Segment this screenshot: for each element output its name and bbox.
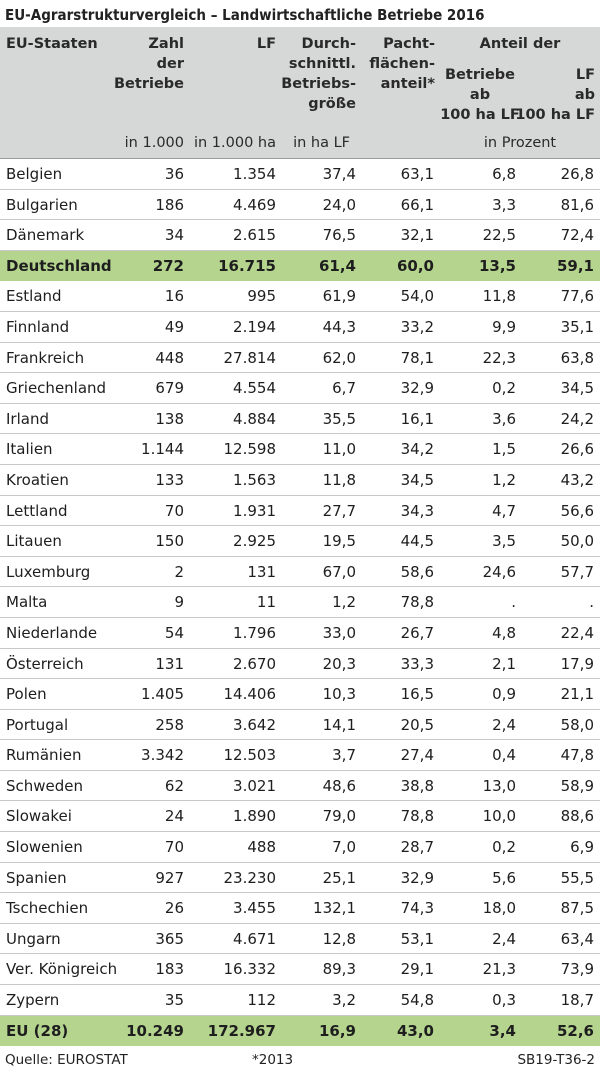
cell-groesse: 67,0 bbox=[322, 562, 356, 581]
cell-groesse: 19,5 bbox=[322, 532, 356, 551]
cell-groesse: 3,7 bbox=[332, 746, 356, 765]
cell-pacht: 78,8 bbox=[400, 807, 434, 826]
table-body bbox=[0, 159, 600, 1046]
table-row bbox=[0, 404, 600, 435]
cell-anteil-betriebe: 2,1 bbox=[492, 654, 516, 673]
cell-lf: 4.469 bbox=[233, 195, 276, 214]
table-row bbox=[0, 557, 600, 588]
cell-groesse: 12,8 bbox=[322, 929, 356, 948]
cell-betriebe: 26 bbox=[164, 899, 184, 918]
header-anteil-lf: LF ab 100 ha LF bbox=[515, 67, 595, 123]
cell-betriebe: 679 bbox=[155, 379, 184, 398]
cell-anteil-lf: 56,6 bbox=[560, 501, 594, 520]
table-row bbox=[0, 159, 600, 190]
cell-anteil-betriebe: 21,3 bbox=[482, 960, 516, 979]
cell-pacht: 60,0 bbox=[396, 256, 434, 275]
unit-groesse: in ha LF bbox=[293, 135, 350, 151]
cell-groesse: 14,1 bbox=[322, 715, 356, 734]
cell-anteil-lf: 57,7 bbox=[560, 562, 594, 581]
cell-country: Tschechien bbox=[6, 899, 89, 918]
cell-anteil-lf: 26,8 bbox=[560, 165, 594, 183]
cell-groesse: 24,0 bbox=[322, 195, 356, 214]
cell-anteil-lf: 6,9 bbox=[570, 838, 594, 857]
cell-lf: 488 bbox=[247, 838, 276, 857]
cell-anteil-betriebe: 3,3 bbox=[492, 195, 516, 214]
header-anteil: Anteil der bbox=[479, 36, 561, 52]
cell-groesse: 3,2 bbox=[332, 991, 356, 1010]
cell-betriebe: 54 bbox=[164, 623, 184, 642]
table-row bbox=[0, 220, 600, 251]
cell-lf: 1.354 bbox=[233, 165, 276, 183]
cell-anteil-betriebe: 2,4 bbox=[492, 929, 516, 948]
cell-country: Dänemark bbox=[6, 226, 85, 245]
cell-groesse: 62,0 bbox=[322, 348, 356, 367]
table-row bbox=[0, 251, 600, 282]
cell-country: Schweden bbox=[6, 776, 84, 795]
cell-pacht: 78,8 bbox=[400, 593, 434, 612]
cell-anteil-lf: 21,1 bbox=[560, 685, 594, 704]
cell-betriebe: 9 bbox=[174, 593, 184, 612]
cell-groesse: 6,7 bbox=[332, 379, 356, 398]
cell-lf: 4.671 bbox=[233, 929, 276, 948]
cell-country: Österreich bbox=[6, 654, 84, 673]
cell-pacht: 34,5 bbox=[400, 470, 434, 489]
cell-country: Polen bbox=[6, 685, 47, 704]
cell-anteil-betriebe: 4,7 bbox=[492, 501, 516, 520]
cell-lf: 16.715 bbox=[218, 256, 276, 275]
cell-country: Belgien bbox=[6, 165, 63, 183]
cell-country: Litauen bbox=[6, 532, 62, 551]
cell-lf: 11 bbox=[256, 593, 276, 612]
cell-pacht: 43,0 bbox=[396, 1021, 434, 1040]
cell-lf: 3.021 bbox=[233, 776, 276, 795]
cell-anteil-betriebe: 0,2 bbox=[492, 838, 516, 857]
cell-lf: 4.884 bbox=[233, 409, 276, 428]
cell-anteil-betriebe: 3,4 bbox=[489, 1021, 516, 1040]
cell-lf: 16.332 bbox=[223, 960, 276, 979]
cell-pacht: 54,8 bbox=[400, 991, 434, 1010]
table-row bbox=[0, 893, 600, 924]
cell-betriebe: 258 bbox=[155, 715, 184, 734]
cell-groesse: 10,3 bbox=[322, 685, 356, 704]
cell-betriebe: 138 bbox=[155, 409, 184, 428]
cell-country: Griechenland bbox=[6, 379, 107, 398]
cell-betriebe: 10.249 bbox=[126, 1021, 184, 1040]
cell-anteil-lf: 88,6 bbox=[560, 807, 594, 826]
cell-anteil-betriebe: 10,0 bbox=[482, 807, 516, 826]
cell-anteil-lf: 55,5 bbox=[560, 868, 594, 887]
cell-lf: 2.615 bbox=[233, 226, 276, 245]
cell-anteil-betriebe: 22,3 bbox=[482, 348, 516, 367]
cell-betriebe: 35 bbox=[164, 991, 184, 1010]
cell-country: Zypern bbox=[6, 991, 60, 1010]
table-row bbox=[0, 190, 600, 221]
cell-lf: 2.670 bbox=[233, 654, 276, 673]
cell-anteil-betriebe: 0,3 bbox=[492, 991, 516, 1010]
cell-anteil-betriebe: 18,0 bbox=[482, 899, 516, 918]
cell-country: Lettland bbox=[6, 501, 68, 520]
cell-anteil-lf: . bbox=[589, 593, 594, 612]
source-note: Quelle: EUROSTAT bbox=[5, 1052, 128, 1068]
cell-groesse: 7,0 bbox=[332, 838, 356, 857]
cell-betriebe: 70 bbox=[164, 501, 184, 520]
table-row bbox=[0, 801, 600, 832]
cell-pacht: 20,5 bbox=[400, 715, 434, 734]
cell-country: Deutschland bbox=[6, 256, 112, 275]
cell-groesse: 11,0 bbox=[322, 440, 356, 459]
cell-lf: 172.967 bbox=[207, 1021, 276, 1040]
cell-pacht: 53,1 bbox=[400, 929, 434, 948]
cell-anteil-betriebe: 3,5 bbox=[492, 532, 516, 551]
cell-anteil-betriebe: 0,2 bbox=[492, 379, 516, 398]
table-row bbox=[0, 281, 600, 312]
cell-country: Slowenien bbox=[6, 838, 83, 857]
cell-groesse: 16,9 bbox=[318, 1021, 356, 1040]
cell-betriebe: 150 bbox=[155, 532, 184, 551]
cell-lf: 1.890 bbox=[233, 807, 276, 826]
table-row bbox=[0, 312, 600, 343]
cell-anteil-lf: 59,1 bbox=[556, 256, 594, 275]
cell-anteil-lf: 87,5 bbox=[560, 899, 594, 918]
cell-pacht: 27,4 bbox=[400, 746, 434, 765]
cell-lf: 14.406 bbox=[223, 685, 276, 704]
cell-pacht: 26,7 bbox=[400, 623, 434, 642]
table-row bbox=[0, 863, 600, 894]
cell-lf: 1.563 bbox=[233, 470, 276, 489]
cell-anteil-lf: 58,9 bbox=[560, 776, 594, 795]
table-row bbox=[0, 1016, 600, 1047]
cell-lf: 131 bbox=[247, 562, 276, 581]
cell-groesse: 37,4 bbox=[322, 165, 356, 183]
cell-country: Spanien bbox=[6, 868, 67, 887]
cell-lf: 112 bbox=[247, 991, 276, 1010]
cell-betriebe: 272 bbox=[152, 256, 184, 275]
cell-anteil-betriebe: 5,6 bbox=[492, 868, 516, 887]
unit-betriebe: in 1.000 bbox=[124, 135, 184, 151]
cell-anteil-lf: 17,9 bbox=[560, 654, 594, 673]
cell-anteil-betriebe: 2,4 bbox=[492, 715, 516, 734]
cell-anteil-lf: 52,6 bbox=[556, 1021, 594, 1040]
cell-country: Estland bbox=[6, 287, 62, 306]
cell-groesse: 44,3 bbox=[322, 317, 356, 336]
cell-country: Portugal bbox=[6, 715, 69, 734]
cell-anteil-betriebe: 22,5 bbox=[482, 226, 516, 245]
cell-groesse: 35,5 bbox=[322, 409, 356, 428]
header-betriebe: Zahl der Betriebe bbox=[114, 36, 184, 92]
cell-groesse: 132,1 bbox=[313, 899, 356, 918]
cell-pacht: 34,2 bbox=[400, 440, 434, 459]
cell-lf: 27.814 bbox=[223, 348, 276, 367]
cell-anteil-lf: 77,6 bbox=[560, 287, 594, 306]
cell-betriebe: 131 bbox=[155, 654, 184, 673]
cell-betriebe: 2 bbox=[174, 562, 184, 581]
cell-anteil-lf: 72,4 bbox=[560, 226, 594, 245]
cell-country: Niederlande bbox=[6, 623, 98, 642]
cell-lf: 2.194 bbox=[233, 317, 276, 336]
cell-betriebe: 183 bbox=[155, 960, 184, 979]
cell-anteil-lf: 35,1 bbox=[560, 317, 594, 336]
cell-betriebe: 16 bbox=[164, 287, 184, 306]
cell-country: Italien bbox=[6, 440, 53, 459]
table-row bbox=[0, 587, 600, 618]
cell-pacht: 63,1 bbox=[400, 165, 434, 183]
table-row bbox=[0, 985, 600, 1016]
cell-groesse: 27,7 bbox=[322, 501, 356, 520]
cell-groesse: 25,1 bbox=[322, 868, 356, 887]
cell-pacht: 58,6 bbox=[400, 562, 434, 581]
cell-anteil-lf: 34,5 bbox=[560, 379, 594, 398]
cell-groesse: 61,4 bbox=[318, 256, 356, 275]
cell-betriebe: 49 bbox=[164, 317, 184, 336]
table-row bbox=[0, 526, 600, 557]
cell-lf: 12.598 bbox=[223, 440, 276, 459]
cell-betriebe: 24 bbox=[164, 807, 184, 826]
cell-anteil-betriebe: 3,6 bbox=[492, 409, 516, 428]
table-row bbox=[0, 740, 600, 771]
cell-pacht: 74,3 bbox=[400, 899, 434, 918]
cell-country: Kroatien bbox=[6, 470, 69, 489]
cell-pacht: 78,1 bbox=[400, 348, 434, 367]
header-country: EU-Staaten bbox=[6, 36, 98, 52]
cell-country: EU (28) bbox=[6, 1021, 69, 1040]
cell-pacht: 28,7 bbox=[400, 838, 434, 857]
header-pacht: Pacht- flächen- anteil* bbox=[369, 36, 435, 92]
cell-anteil-betriebe: 1,5 bbox=[492, 440, 516, 459]
cell-pacht: 54,0 bbox=[400, 287, 434, 306]
table-code: SB19-T36-2 bbox=[517, 1052, 595, 1068]
cell-country: Finnland bbox=[6, 317, 70, 336]
cell-anteil-lf: 50,0 bbox=[560, 532, 594, 551]
cell-groesse: 1,2 bbox=[332, 593, 356, 612]
cell-pacht: 32,9 bbox=[400, 379, 434, 398]
cell-groesse: 20,3 bbox=[322, 654, 356, 673]
table-row bbox=[0, 710, 600, 741]
cell-anteil-lf: 26,6 bbox=[560, 440, 594, 459]
header-anteil-betriebe: Betriebe ab 100 ha LF bbox=[440, 67, 520, 123]
cell-country: Malta bbox=[6, 593, 48, 612]
cell-anteil-betriebe: 0,9 bbox=[492, 685, 516, 704]
cell-betriebe: 34 bbox=[164, 226, 184, 245]
cell-groesse: 76,5 bbox=[322, 226, 356, 245]
cell-lf: 3.455 bbox=[233, 899, 276, 918]
cell-betriebe: 70 bbox=[164, 838, 184, 857]
table-row bbox=[0, 434, 600, 465]
cell-lf: 995 bbox=[247, 287, 276, 306]
cell-anteil-betriebe: 13,5 bbox=[478, 256, 516, 275]
header-lf: LF bbox=[256, 36, 276, 52]
cell-pacht: 34,3 bbox=[400, 501, 434, 520]
cell-pacht: 16,5 bbox=[400, 685, 434, 704]
cell-anteil-lf: 81,6 bbox=[560, 195, 594, 214]
cell-betriebe: 1.405 bbox=[141, 685, 184, 704]
cell-lf: 2.925 bbox=[233, 532, 276, 551]
table-title: EU-Agrarstrukturvergleich – Landwirtschaftliche Betriebe 2016 bbox=[5, 6, 485, 24]
cell-country: Ungarn bbox=[6, 929, 61, 948]
cell-anteil-lf: 18,7 bbox=[560, 991, 594, 1010]
table-row bbox=[0, 924, 600, 955]
cell-anteil-lf: 24,2 bbox=[560, 409, 594, 428]
cell-country: Ver. Königreich bbox=[6, 960, 118, 979]
cell-anteil-lf: 47,8 bbox=[560, 746, 594, 765]
cell-anteil-lf: 22,4 bbox=[560, 623, 594, 642]
cell-lf: 1.796 bbox=[233, 623, 276, 642]
cell-country: Rumänien bbox=[6, 746, 82, 765]
cell-lf: 23.230 bbox=[223, 868, 276, 887]
cell-lf: 4.554 bbox=[233, 379, 276, 398]
cell-betriebe: 927 bbox=[155, 868, 184, 887]
cell-pacht: 44,5 bbox=[400, 532, 434, 551]
cell-betriebe: 1.144 bbox=[141, 440, 184, 459]
cell-groesse: 11,8 bbox=[322, 470, 356, 489]
cell-country: Slowakei bbox=[6, 807, 72, 826]
cell-country: Luxemburg bbox=[6, 562, 91, 581]
table-row bbox=[0, 343, 600, 374]
table-row bbox=[0, 496, 600, 527]
cell-anteil-lf: 63,8 bbox=[560, 348, 594, 367]
unit-prozent: in Prozent bbox=[483, 135, 557, 151]
cell-anteil-lf: 73,9 bbox=[560, 960, 594, 979]
cell-groesse: 89,3 bbox=[322, 960, 356, 979]
cell-groesse: 48,6 bbox=[322, 776, 356, 795]
cell-anteil-lf: 43,2 bbox=[560, 470, 594, 489]
cell-anteil-betriebe: 11,8 bbox=[482, 287, 516, 306]
cell-pacht: 33,2 bbox=[400, 317, 434, 336]
header-groesse: Durch- schnittl. Betriebs- größe bbox=[281, 36, 356, 112]
table-row bbox=[0, 649, 600, 680]
cell-pacht: 38,8 bbox=[400, 776, 434, 795]
cell-betriebe: 186 bbox=[155, 195, 184, 214]
cell-betriebe: 365 bbox=[155, 929, 184, 948]
cell-betriebe: 62 bbox=[164, 776, 184, 795]
table-row bbox=[0, 771, 600, 802]
cell-lf: 3.642 bbox=[233, 715, 276, 734]
cell-pacht: 32,9 bbox=[400, 868, 434, 887]
unit-lf: in 1.000 ha bbox=[193, 135, 276, 151]
cell-pacht: 66,1 bbox=[400, 195, 434, 214]
cell-pacht: 32,1 bbox=[400, 226, 434, 245]
cell-betriebe: 36 bbox=[164, 165, 184, 183]
footnote: *2013 bbox=[252, 1052, 294, 1068]
cell-anteil-betriebe: 13,0 bbox=[482, 776, 516, 795]
cell-groesse: 61,9 bbox=[322, 287, 356, 306]
table-row bbox=[0, 618, 600, 649]
cell-anteil-betriebe: 0,4 bbox=[492, 746, 516, 765]
table-row bbox=[0, 679, 600, 710]
cell-pacht: 16,1 bbox=[400, 409, 434, 428]
cell-betriebe: 3.342 bbox=[141, 746, 184, 765]
cell-groesse: 79,0 bbox=[322, 807, 356, 826]
table-row bbox=[0, 373, 600, 404]
table-footer bbox=[0, 1047, 600, 1073]
cell-anteil-betriebe: 1,2 bbox=[492, 470, 516, 489]
cell-country: Irland bbox=[6, 409, 49, 428]
cell-anteil-lf: 58,0 bbox=[560, 715, 594, 734]
cell-betriebe: 448 bbox=[155, 348, 184, 367]
cell-anteil-lf: 63,4 bbox=[560, 929, 594, 948]
cell-country: Frankreich bbox=[6, 348, 85, 367]
table-row bbox=[0, 465, 600, 496]
table-row bbox=[0, 954, 600, 985]
cell-lf: 12.503 bbox=[223, 746, 276, 765]
cell-anteil-betriebe: 4,8 bbox=[492, 623, 516, 642]
cell-pacht: 29,1 bbox=[400, 960, 434, 979]
cell-anteil-betriebe: . bbox=[511, 593, 516, 612]
cell-country: Bulgarien bbox=[6, 195, 78, 214]
table-row bbox=[0, 832, 600, 863]
cell-lf: 1.931 bbox=[233, 501, 276, 520]
cell-anteil-betriebe: 9,9 bbox=[492, 317, 516, 336]
cell-groesse: 33,0 bbox=[322, 623, 356, 642]
cell-pacht: 33,3 bbox=[400, 654, 434, 673]
cell-anteil-betriebe: 6,8 bbox=[492, 165, 516, 183]
cell-anteil-betriebe: 24,6 bbox=[482, 562, 516, 581]
cell-betriebe: 133 bbox=[155, 470, 184, 489]
